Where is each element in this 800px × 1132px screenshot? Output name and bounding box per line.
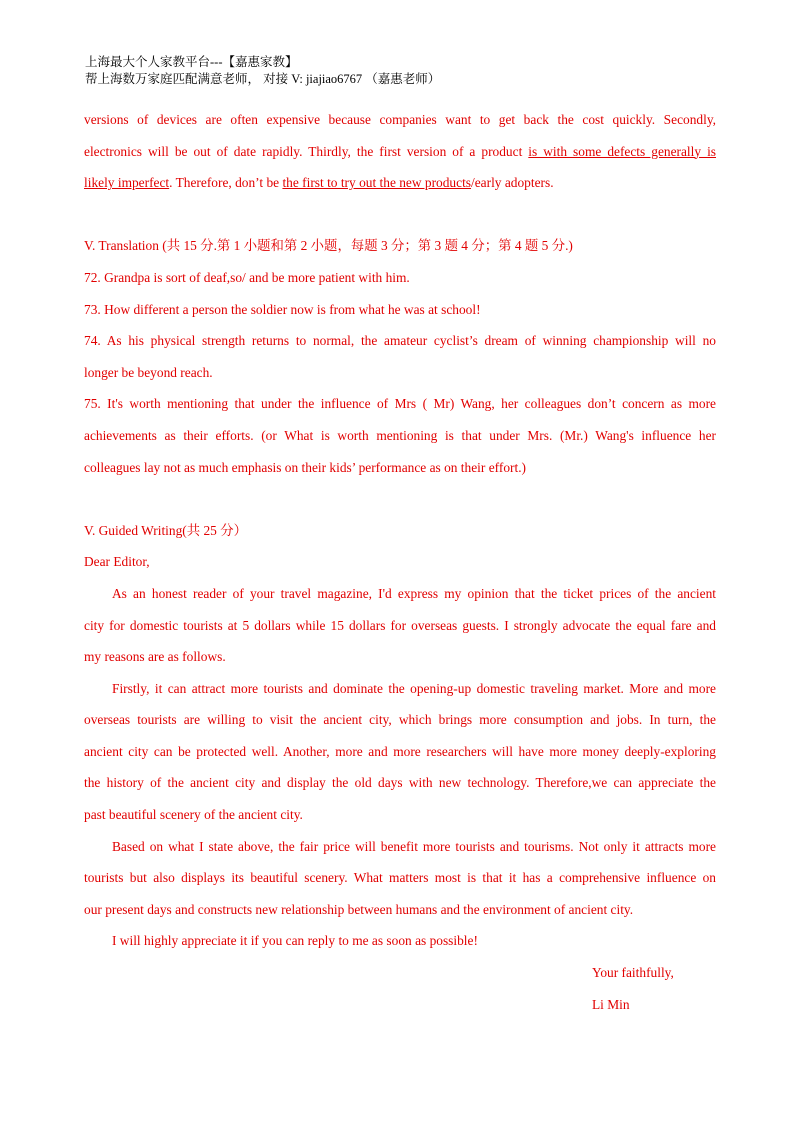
letter-p3-line-2: tourists but also displays its beautiful scenery. What matters most is that it has a comprehensive influence on bbox=[84, 870, 716, 886]
letter-p1-line-1: As an honest reader of your travel magazine, I'd express my opinion that the ticket prices of the ancient bbox=[112, 585, 716, 601]
page-header bbox=[85, 54, 440, 88]
reading-line-3 bbox=[84, 167, 716, 199]
letter-p1-line-3: my reasons are as follows. bbox=[84, 649, 226, 665]
writing-title: V. Guided Writing(共 25 分） bbox=[84, 522, 247, 538]
translation-answer-73: 73. How different a person the soldier now is from what he was at school! bbox=[84, 301, 481, 317]
translation-answer-72: 72. Grandpa is sort of deaf,so/ and be more patient with him. bbox=[84, 269, 410, 285]
spacer bbox=[84, 199, 716, 231]
reading-underlined-2: likely imperfect bbox=[84, 175, 170, 191]
letter-p3-line-1: Based on what I state above, the fair price will benefit more tourists and tourisms. Not only it attracts more bbox=[112, 838, 716, 854]
translation-answer-74-line-1: 74. As his physical strength returns to normal, the amateur cyclist’s dream of winning championship will no bbox=[84, 333, 716, 349]
translation-title: V. Translation (共 15 分.第 1 小题和第 2 小题，每题 3 分；第 3 题 4 分；第 4 题 5 分.) bbox=[84, 238, 573, 254]
translation-answer-75-line-3: colleagues lay not as much emphasis on their kids’ performance as on their effort.) bbox=[84, 459, 526, 475]
letter-p2-line-2: overseas tourists are willing to visit the ancient city, which brings more consumption and jobs. In turn, the bbox=[84, 712, 716, 728]
letter-p2-line-1: Firstly, it can attract more tourists and dominate the opening-up domestic traveling market. More and more bbox=[112, 680, 716, 696]
reading-line-2-text: electronics will be out of date rapidly. Thirdly, the first version of a product bbox=[84, 143, 529, 159]
letter-p2-line-5: past beautiful scenery of the ancient city. bbox=[84, 807, 303, 823]
letter-p4-line-1: I will highly appreciate it if you can reply to me as soon as possible! bbox=[112, 933, 478, 949]
document-body bbox=[84, 104, 716, 1020]
letter-signature: Li Min bbox=[592, 996, 630, 1012]
header-line-1: 上海最大个人家教平台---【嘉惠家教】 bbox=[85, 55, 298, 69]
letter-p3-line-3: our present days and constructs new relationship between humans and the environment of ancient city. bbox=[84, 901, 634, 917]
letter-closing: Your faithfully, bbox=[592, 965, 674, 981]
reading-line-2 bbox=[84, 136, 716, 168]
reading-line-3-text-a: . Therefore, don’t be bbox=[169, 175, 283, 191]
header-line-2: 帮上海数万家庭匹配满意老师， 对接 V: jiajiao6767 （嘉惠老师） bbox=[85, 72, 441, 86]
letter-p2-line-4: the history of the ancient city and display the old days with new technology. Therefore,we can appreciate the bbox=[84, 775, 716, 791]
letter-p1-line-2: city for domestic tourists at 5 dollars while 15 dollars for overseas guests. I strongly advocate the equal fare and bbox=[84, 617, 716, 633]
reading-underlined-1: is with some defects generally is bbox=[528, 143, 716, 159]
spacer bbox=[84, 483, 716, 515]
letter-p2-line-3: ancient city can be protected well. Another, more and more researchers will have more money deeply-exploring bbox=[84, 743, 716, 759]
reading-line-1: versions of devices are often expensive because companies want to get back the cost quickly. Secondly, bbox=[84, 112, 716, 127]
translation-answer-75-line-2: achievements as their efforts. (or What is worth mentioning is that under Mrs. (Mr.) Wang's influence her bbox=[84, 427, 716, 443]
reading-underlined-3: the first to try out the new products bbox=[282, 175, 472, 191]
reading-line-3-text-b: /early adopters. bbox=[471, 175, 554, 191]
translation-answer-75-line-1: 75. It's worth mentioning that under the influence of Mrs ( Mr) Wang, her colleagues don’t concern as more bbox=[84, 396, 716, 412]
letter-greeting: Dear Editor, bbox=[84, 554, 150, 570]
translation-answer-74-line-2: longer be beyond reach. bbox=[84, 364, 213, 380]
